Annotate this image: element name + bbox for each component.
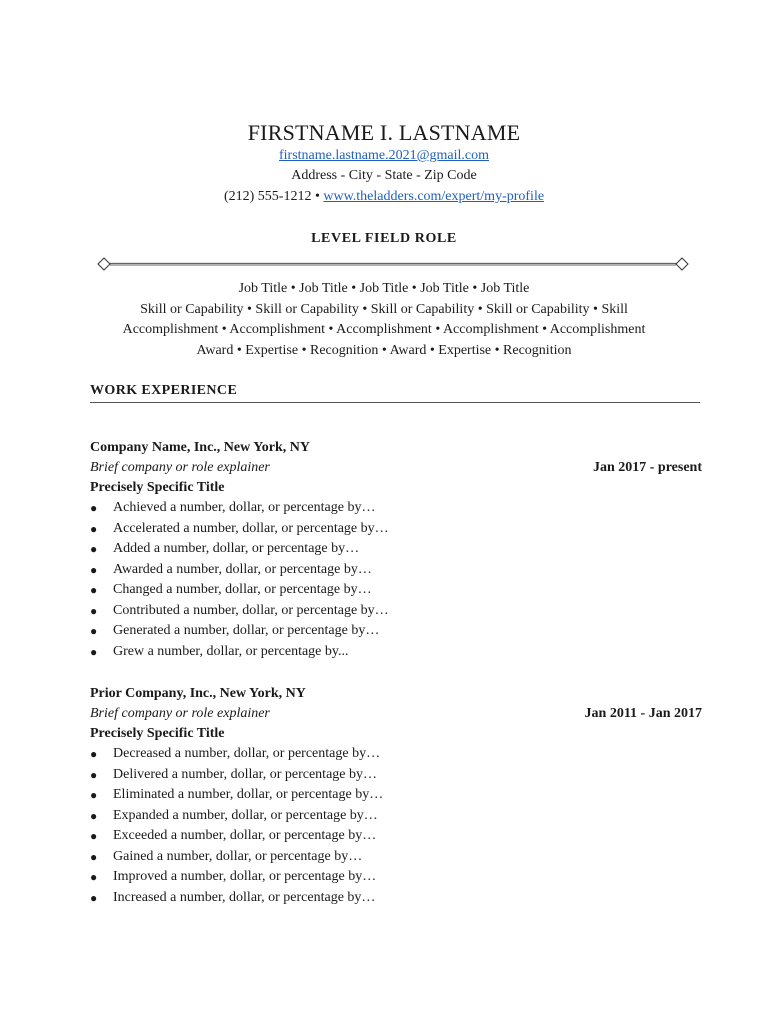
- level-field-role: LEVEL FIELD ROLE: [311, 231, 457, 246]
- keywords-awards: Award • Expertise • Recognition • Award • Expertise • Recognition: [196, 343, 572, 358]
- keywords-job-titles: Job Title • Job Title • Job Title • Job Title • Job Title: [238, 281, 530, 296]
- achievement-list: [90, 498, 702, 662]
- company-name: Company Name, Inc., New York, NY: [90, 440, 310, 455]
- bullet-icon: ●: [90, 849, 98, 864]
- phone-number: (212) 555-1212: [223, 189, 312, 204]
- bullet-text: Changed a number, dollar, or percentage by…: [113, 582, 372, 597]
- list-item: [90, 601, 702, 622]
- bullet-text: Exceeded a number, dollar, or percentage by…: [113, 828, 377, 843]
- list-item: [90, 580, 702, 601]
- bullet-icon: ●: [90, 542, 98, 556]
- bullet-icon: ●: [90, 624, 98, 638]
- job-title: Precisely Specific Title: [90, 726, 225, 741]
- profile-link[interactable]: www.theladders.com/expert/my-profile: [323, 189, 545, 204]
- keywords-accomplishments: Accomplishment • Accomplishment • Accomplishment • Accomplishment • Accomplishment: [122, 322, 646, 337]
- company-name: Prior Company, Inc., New York, NY: [90, 686, 306, 701]
- explainer-row: [90, 458, 702, 478]
- bullet-icon: ●: [90, 521, 98, 536]
- bullet-text: Expanded a number, dollar, or percentage by…: [113, 807, 378, 823]
- list-item: [90, 847, 702, 868]
- bullet-text: Generated a number, dollar, or percentage by…: [113, 623, 380, 638]
- bullet-text: Grew a number, dollar, or percentage by...: [113, 643, 349, 659]
- address-line: Address - City - State - Zip Code: [291, 168, 477, 183]
- list-item: [90, 560, 702, 581]
- separator-dot: •: [314, 189, 320, 204]
- email-link[interactable]: firstname.lastname.2021@gmail.com: [278, 148, 489, 163]
- email-line: [0, 147, 768, 165]
- bullet-text: Contributed a number, dollar, or percentage by…: [113, 602, 389, 618]
- bullet-icon: ●: [90, 788, 98, 802]
- list-item: [90, 888, 702, 909]
- list-item: [90, 519, 702, 540]
- list-item: [90, 785, 702, 806]
- bullet-text: Delivered a number, dollar, or percentage by…: [113, 766, 377, 782]
- bullet-text: Awarded a number, dollar, or percentage by…: [113, 561, 372, 577]
- job-entry: [90, 684, 702, 908]
- bullet-icon: ●: [90, 747, 98, 761]
- bullet-icon: ●: [90, 583, 98, 597]
- list-item: [90, 826, 702, 847]
- bullet-text: Gained a number, dollar, or percentage by…: [113, 848, 363, 864]
- diamond-divider: [96, 256, 690, 272]
- bullet-text: Achieved a number, dollar, or percentage by…: [113, 500, 376, 515]
- job-title: Precisely Specific Title: [90, 480, 225, 495]
- bullet-icon: ●: [90, 808, 98, 823]
- bullet-icon: ●: [90, 562, 98, 577]
- bullet-text: Increased a number, dollar, or percentage by…: [113, 889, 376, 905]
- keywords-skills: Skill or Capability • Skill or Capability • Skill or Capability • Skill or Capability • Skill: [140, 302, 628, 317]
- explainer-row: [90, 704, 702, 724]
- list-item: [90, 498, 702, 519]
- work-experience-heading: WORK EXPERIENCE: [90, 382, 700, 403]
- left-diamond-icon: [98, 258, 110, 270]
- bullet-icon: ●: [90, 603, 98, 618]
- employment-dates: Jan 2011 - Jan 2017: [584, 706, 702, 721]
- list-item: [90, 539, 702, 560]
- bullet-icon: ●: [90, 644, 98, 659]
- bullet-icon: ●: [90, 501, 98, 515]
- bullet-icon: ●: [90, 870, 98, 884]
- achievement-list: [90, 744, 702, 908]
- bullet-icon: ●: [90, 829, 98, 843]
- employment-dates: Jan 2017 - present: [592, 460, 702, 475]
- list-item: [90, 765, 702, 786]
- candidate-name: FIRSTNAME I. LASTNAME: [247, 120, 521, 145]
- role-explainer: Brief company or role explainer: [90, 706, 270, 721]
- role-explainer: Brief company or role explainer: [90, 460, 270, 475]
- list-item: [90, 867, 702, 888]
- job-entry: [90, 438, 702, 662]
- contact-line: [0, 188, 768, 206]
- bullet-text: Eliminated a number, dollar, or percentage by…: [113, 787, 384, 802]
- right-diamond-icon: [676, 258, 688, 270]
- bullet-text: Added a number, dollar, or percentage by…: [113, 541, 360, 556]
- bullet-text: Accelerated a number, dollar, or percentage by…: [113, 520, 389, 536]
- list-item: [90, 744, 702, 765]
- list-item: [90, 642, 702, 663]
- list-item: [90, 806, 702, 827]
- bullet-text: Improved a number, dollar, or percentage by…: [113, 869, 377, 884]
- list-item: [90, 621, 702, 642]
- bullet-icon: ●: [90, 767, 98, 782]
- bullet-icon: ●: [90, 890, 98, 905]
- bullet-text: Decreased a number, dollar, or percentage by…: [113, 746, 381, 761]
